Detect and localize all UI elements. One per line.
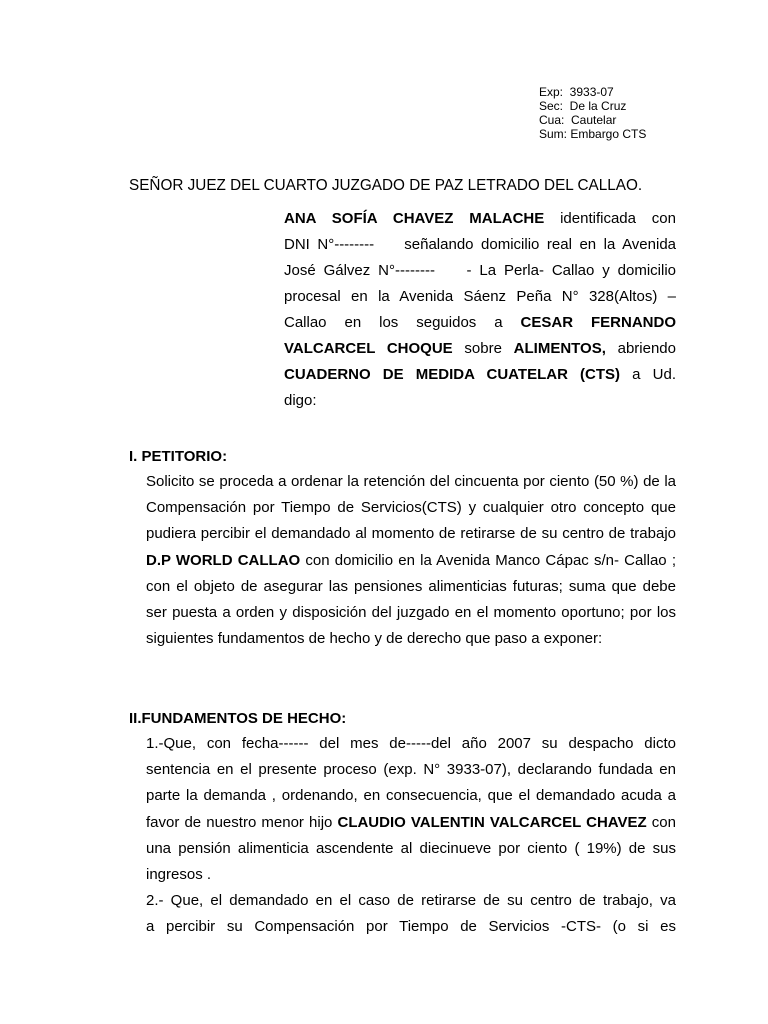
- plaintiff-name: ANA SOFÍA CHAVEZ MALACHE: [284, 210, 545, 227]
- intro-line-4: procesal en la Avenida Sáenz Peña N° 328(Altos) –: [284, 288, 676, 305]
- intro-line-3: José Gálvez N°-------- - La Perla- Callao y domicilio: [284, 262, 676, 279]
- intro-line-5: [284, 310, 676, 336]
- employer-name: D.P WORLD CALLAO: [146, 551, 301, 569]
- intro-line-7: [284, 362, 676, 388]
- intro-line-2: DNI N°-------- señalando domicilio real en la Avenida: [284, 236, 676, 253]
- item2-line-1: 2.- Que, el demandado en el caso de retirarse de su centro de trabajo, va: [146, 892, 676, 909]
- addressee-line: SEÑOR JUEZ DEL CUARTO JUZGADO DE PAZ LETRADO DEL CALLAO.: [129, 177, 643, 194]
- fundamentos-text-1: 1.-Que, con fecha------ del mes de-----del año 2007 su despacho dicto sentencia en el presente proceso (exp. N° 3933-07), declarando fundada en parte la demanda , ordenando, en consecuencia, que el demandado acuda a favor de nuestro menor hijo: [146, 735, 676, 831]
- intro-paragraph: [284, 206, 676, 414]
- intro-text: Callao en los seguidos a: [284, 314, 521, 331]
- case-sum: Sum: Embargo CTS: [539, 127, 647, 141]
- intro-line-1: [284, 206, 676, 232]
- fundamentos-text-2: con una pensión alimenticia ascendente al diecinueve por ciento ( 19%) de sus ingresos .: [146, 813, 676, 884]
- petitorio-heading: I. PETITORIO:: [129, 448, 228, 465]
- fundamentos-item-2: [146, 888, 676, 940]
- intro-line-8: digo:: [284, 392, 317, 409]
- defendant-name-part1: CESAR FERNANDO: [520, 314, 676, 331]
- case-sec: Sec: De la Cruz: [539, 99, 627, 113]
- petitorio-text-1: Solicito se proceda a ordenar la retención del cincuenta por ciento (50 %) de la Compensación por Tiempo de Servicios(CTS) y cualquier otro concepto que pudiera percibir el demandado al momento de retirarse de su centro de trabajo: [146, 473, 676, 543]
- intro-text: a Ud.: [620, 366, 676, 383]
- case-matter: ALIMENTOS,: [513, 340, 606, 357]
- case-exp: Exp: 3933-07: [539, 85, 614, 99]
- petitorio-text-2: con domicilio en la Avenida Manco Cápac s/n- Callao ; con el objeto de asegurar las pensiones alimenticias futuras; suma que debe ser puesta a orden y disposición del juzgado en el momento oportuno; por los siguientes fundamentos de hecho y de derecho que paso a exponer:: [146, 551, 676, 648]
- child-name: CLAUDIO VALENTIN VALCARCEL CHAVEZ: [337, 813, 647, 831]
- defendant-name-part2: VALCARCEL CHOQUE: [284, 340, 453, 357]
- fundamentos-item-1: [146, 731, 676, 888]
- fundamentos-heading: II.FUNDAMENTOS DE HECHO:: [129, 710, 347, 727]
- intro-text: abriendo: [605, 340, 676, 357]
- intro-line-6: [284, 336, 676, 362]
- case-cua: Cua: Cautelar: [539, 113, 617, 127]
- item2-line-2: a percibir su Compensación por Tiempo de Servicios -CTS- (o si es: [146, 918, 676, 936]
- intro-text: identificada con: [544, 210, 676, 227]
- petitorio-paragraph: [146, 469, 676, 652]
- case-info-block: [539, 85, 646, 141]
- intro-text: sobre: [452, 340, 514, 357]
- notebook-title: CUADERNO DE MEDIDA CUATELAR (CTS): [284, 366, 621, 383]
